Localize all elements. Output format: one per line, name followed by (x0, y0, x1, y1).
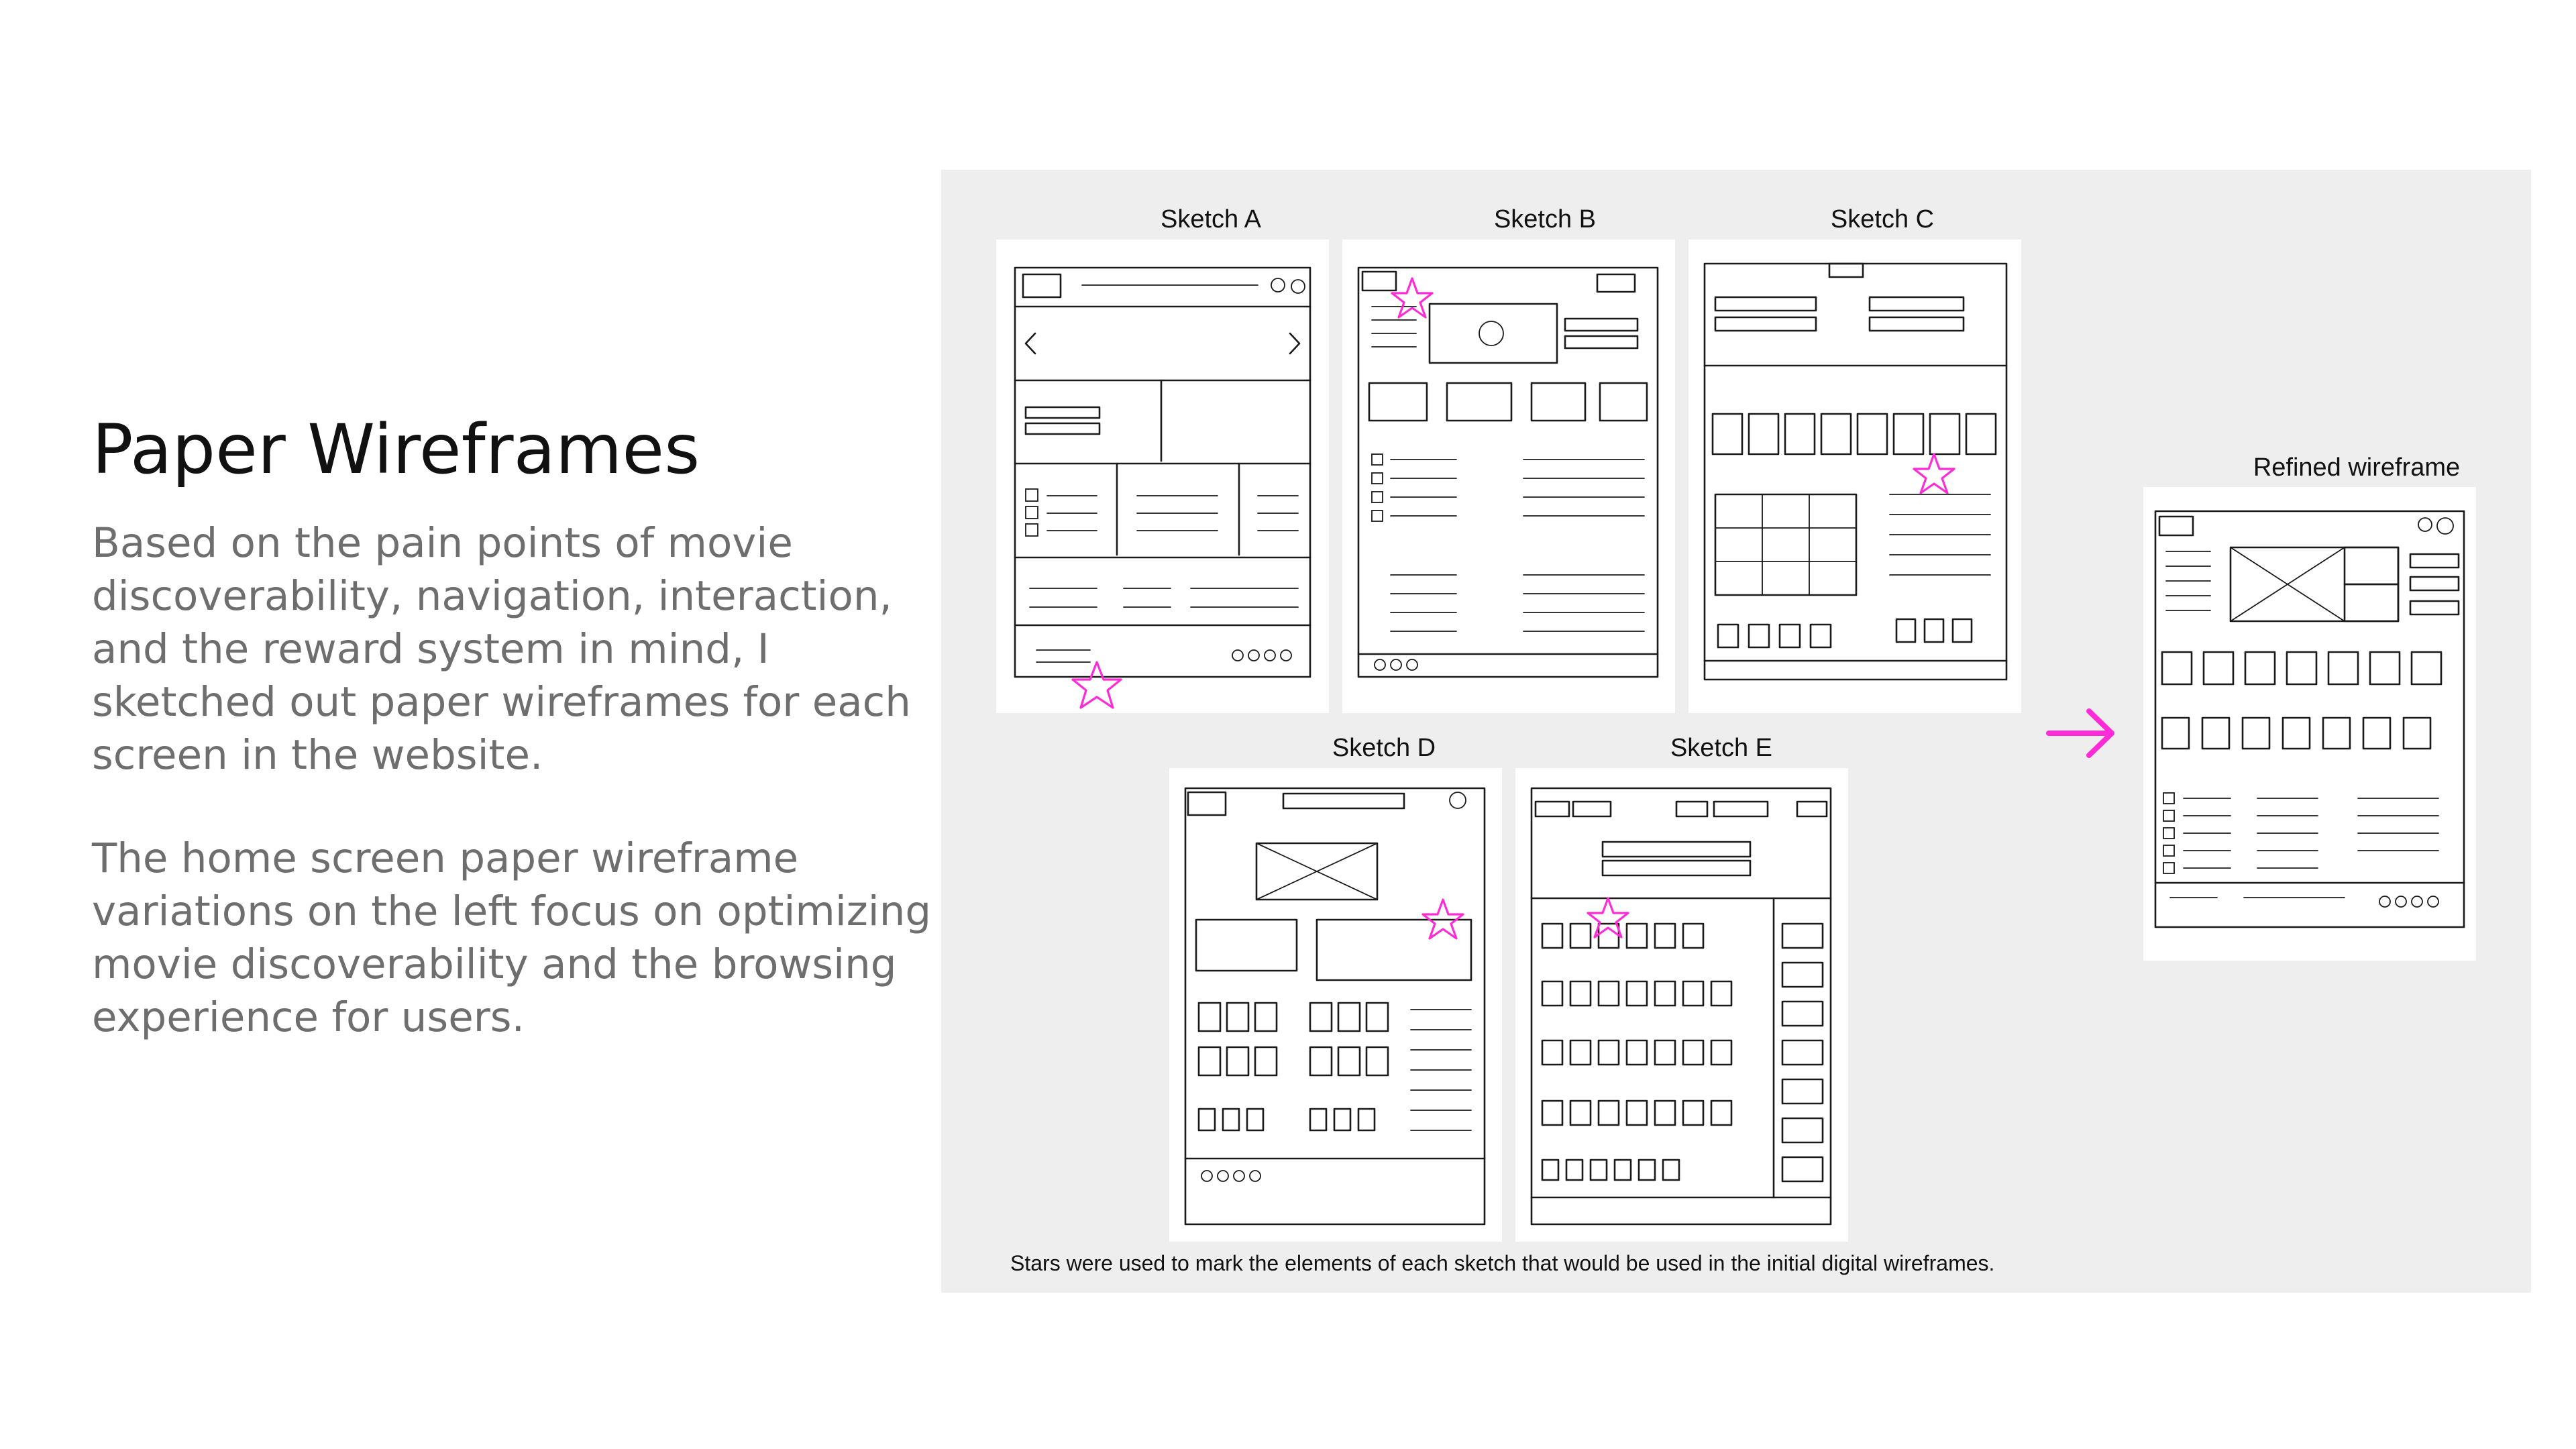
star-mark-icon (1392, 278, 1432, 317)
star-mark-icon (1914, 454, 1954, 493)
sketch-a-label: Sketch A (1161, 205, 1261, 233)
sketch-d-image (1169, 768, 1502, 1242)
refined-wireframe-image (2143, 487, 2476, 961)
star-mark-icon (1073, 662, 1121, 708)
intro-paragraph: Based on the pain points of movie discoverability, navigation, interaction, and the reward system in mind, I sketched out paper wireframes for each screen in the website. (92, 519, 911, 779)
star-mark-icon (1588, 898, 1628, 937)
refined-wireframe-label: Refined wireframe (2253, 453, 2461, 482)
focus-paragraph: The home screen paper wireframe variations on the left focus on optimizing movie discoverability and the browsing experience for users. (92, 835, 932, 1041)
sketch-e-label: Sketch E (1670, 734, 1773, 762)
page-title: Paper Wireframes (92, 410, 700, 490)
sketch-d-label: Sketch D (1332, 734, 1436, 762)
sketch-e-image (1515, 768, 1848, 1242)
sketch-panel (941, 170, 2531, 1293)
sketch-c-label: Sketch C (1830, 205, 1935, 233)
sketch-a-image (996, 239, 1329, 713)
sketch-b-image (1342, 239, 1675, 713)
panel-caption: Stars were used to mark the elements of each sketch that would be used in the initial digital wireframes. (1010, 1251, 1995, 1275)
sketch-b-label: Sketch B (1493, 205, 1597, 233)
sketch-c-image (1688, 239, 2021, 713)
right-arrow-icon (2045, 703, 2118, 763)
